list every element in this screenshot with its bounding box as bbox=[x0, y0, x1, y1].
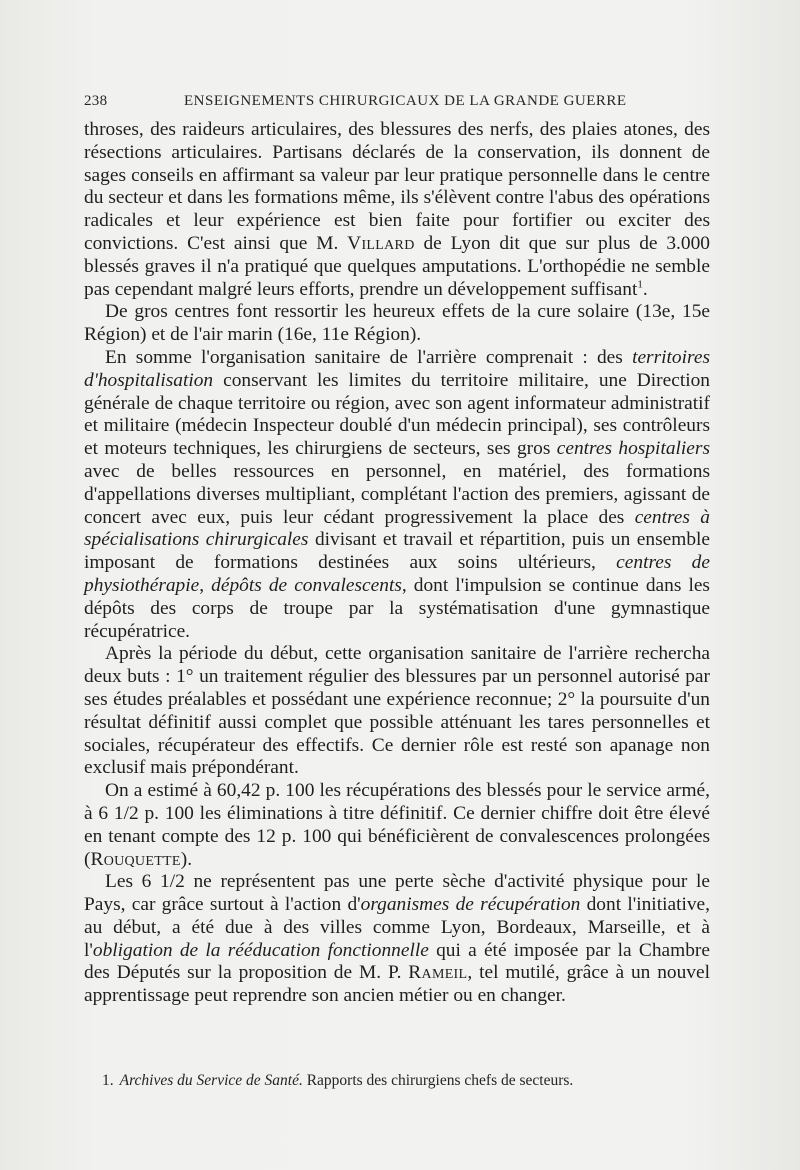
paragraph-4: Après la période du début, cette organisation sanitaire de l'arrière rechercha deux buts : 1° un traitement régulier des blessures par un personnel autorisé par ses études préalables et possédant une expérience reconnue; 2° la poursuite d'un résultat définitif aussi complet que possible atténuant les tares personnelles et sociales, récupérateur des effectifs. Ce dernier rôle est resté son apanage non exclusif mais prépondérant. bbox=[84, 643, 710, 779]
author-name-rouquette: Rouquette bbox=[90, 848, 181, 870]
footnote-text: Rapports des chirurgiens chefs de secteurs. bbox=[302, 1072, 574, 1089]
body-text bbox=[84, 119, 710, 1008]
footnote-source: Archives du Service de Santé. bbox=[119, 1072, 303, 1089]
paragraph-3: En somme l'organisation sanitaire de l'arrière comprenait : des territoires d'hospitalisation conservant les limites du territoire militaire, une Direction générale de chaque territoire ou région, avec son agent informateur administratif et militaire (médecin Inspecteur doublé d'un médecin principal), ses contrôleurs et moteurs techniques, les chirurgiens de secteurs, ses gros centres hospitaliers avec de belles ressources en personnel, en matériel, des formations d'appellations diverses multipliant, complétant l'action des premiers, agissant de concert avec eux, puis leur cédant progressivement la place des centres à spécialisations chirurgicales divisant et travail et répartition, puis un ensemble imposant de formations destinées aux soins ultérieurs, centres de physiothérapie, dépôts de convalescents, dont l'impulsion se continue dans les dépôts des corps de troupe par la systématisation d'une gymnastique récupératrice. bbox=[84, 346, 711, 642]
paragraph-6: Les 6 1/2 ne représentent pas une perte sèche d'activité physique pour le Pays, car grâce surtout à l'action d'organismes de récupération dont l'initiative, au début, a été due à des villes comme Lyon, Bordeaux, Marseille, et à l'obligation de la rééducation fonctionnelle qui a été imposée par la Chambre des Députés sur la proposition de M. P. Rameil, tel mutilé, grâce à un nouvel apprentissage peut reprendre son ancien métier ou en changer. bbox=[84, 871, 711, 1007]
footnote bbox=[102, 1072, 702, 1090]
author-name-rameil: Rameil bbox=[408, 962, 468, 984]
running-title: ENSEIGNEMENTS CHIRURGICAUX DE LA GRANDE GUERRE bbox=[184, 93, 627, 109]
page-number: 238 bbox=[84, 93, 108, 109]
footnote-number: 1. bbox=[102, 1072, 114, 1089]
paragraph-2: De gros centres font ressortir les heureux effets de la cure solaire (13e, 15e Région) et de l'air marin (16e, 11e Région). bbox=[84, 301, 710, 346]
paragraph-1: throses, des raideurs articulaires, des blessures des nerfs, des plaies atones, des résections articulaires. Partisans déclarés de la conservation, ils donnent de sages conseils en affirmant sa valeur par leur pratique personnelle dans le centre du secteur et dans les formations même, ils s'élèvent contre l'abus des opérations radicales et leur expérience est bien faite pour fortifier ou exciter des convictions. C'est ainsi que M. Villard de Lyon dit que sur plus de 3.000 blessés graves il n'a pratiqué que quelques amputations. L'orthopédie ne semble pas cependant malgré leurs efforts, prendre un développement suffisant$^1$. bbox=[84, 119, 710, 300]
footnote-reference: 1 bbox=[637, 278, 643, 291]
paragraph-5: On a estimé à 60,42 p. 100 les récupérations des blessés pour le service armé, à 6 1/2 p. 100 les éliminations à titre définitif. Ce dernier chiffre doit être élevé en tenant compte des 12 p. 100 qui bénéficièrent de convalescences prolongées (Rouquette). bbox=[84, 780, 710, 870]
author-name-villard: Villard bbox=[347, 232, 415, 254]
page-header bbox=[84, 93, 712, 115]
